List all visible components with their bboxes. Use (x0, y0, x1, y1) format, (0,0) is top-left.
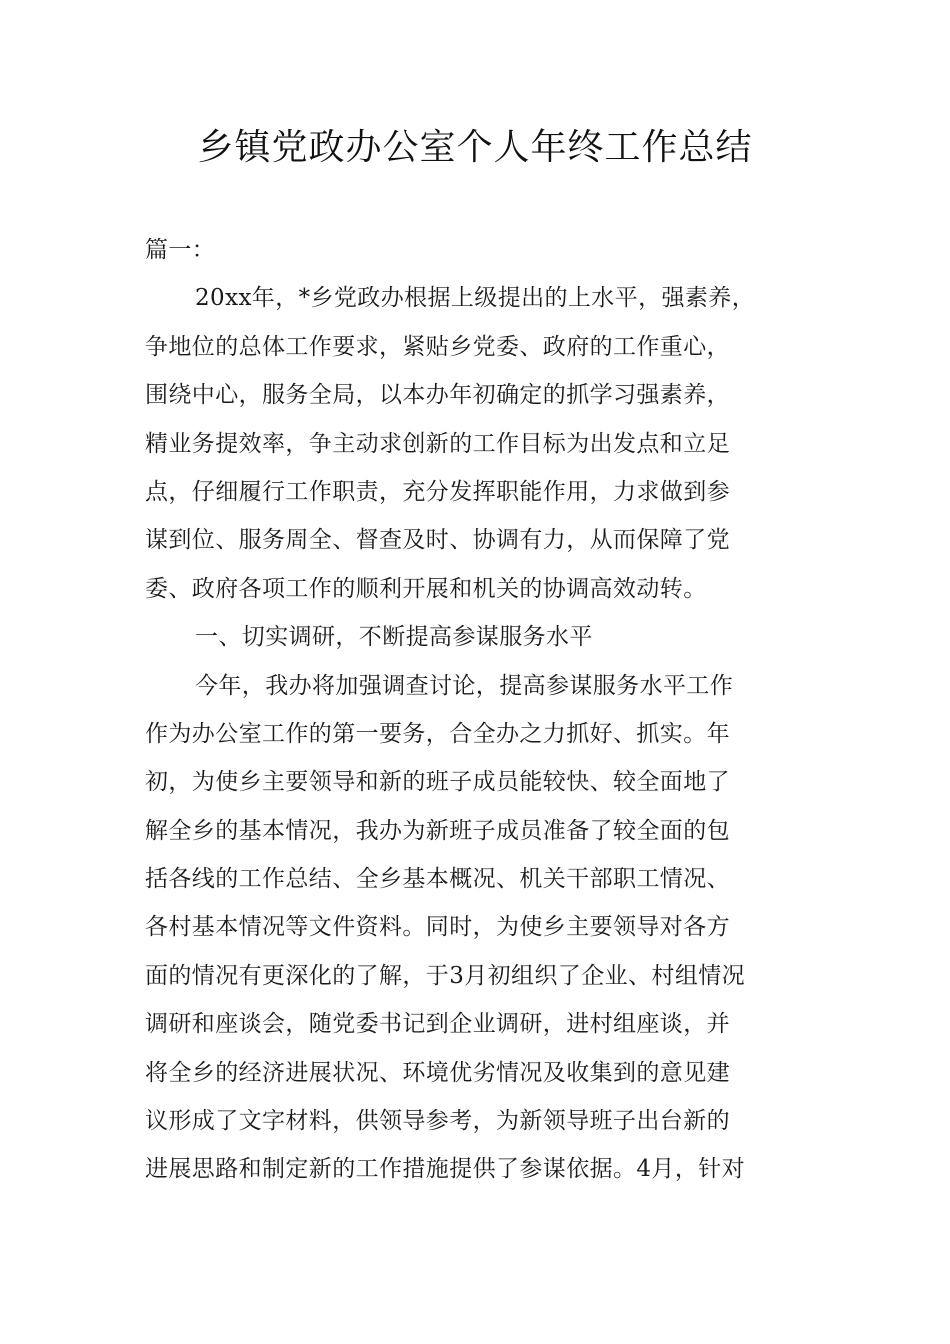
text-line: 委、政府各项工作的顺利开展和机关的协调高效动转。 (145, 575, 707, 602)
text-line: 20xx年，*乡党政办根据上级提出的上水平，强素养， (195, 285, 756, 312)
text-line: 谋到位、服务周全、督查及时、协调有力，从而保障了党 (145, 527, 730, 554)
document-title: 乡镇党政办公室个人年终工作总结 (197, 127, 753, 168)
text-line: 今年，我办将加强调查讨论，提高参谋服务水平工作 (195, 672, 734, 699)
text-line: 作为办公室工作的第一要务，合全办之力抓好、抓实。年 (145, 720, 730, 747)
text-line: 围绕中心，服务全局，以本办年初确定的抓学习强素养， (145, 382, 730, 409)
text-line: 议形成了文字材料，供领导参考，为新领导班子出台新的 (145, 1108, 730, 1135)
text-line: 篇一： (145, 237, 216, 263)
text-line: 将全乡的经济进展状况、环境优劣情况及收集到的意见建 (145, 1059, 730, 1086)
text-line: 面的情况有更深化的了解，于3月初组织了企业、村组情况 (145, 962, 746, 989)
text-line: 一、切实调研，不断提高参谋服务水平 (195, 624, 593, 651)
text-line: 争地位的总体工作要求，紧贴乡党委、政府的工作重心， (145, 333, 730, 360)
text-line: 各村基本情况等文件资料。同时，为使乡主要领导对各方 (145, 914, 730, 941)
document-body (145, 226, 810, 1194)
text-line: 点，仔细履行工作职责，充分发挥职能作用，力求做到参 (145, 478, 730, 505)
text-line: 初，为使乡主要领导和新的班子成员能较快、较全面地了 (145, 769, 730, 796)
text-line: 解全乡的基本情况，我办为新班子成员准备了较全面的包 (145, 817, 730, 844)
text-line: 进展思路和制定新的工作措施提供了参谋依据。4月，针对 (145, 1156, 746, 1183)
text-line: 括各线的工作总结、全乡基本概况、机关干部职工情况、 (145, 866, 730, 893)
text-line: 调研和座谈会，随党委书记到企业调研，进村组座谈，并 (145, 1011, 730, 1038)
text-line: 精业务提效率，争主动求创新的工作目标为出发点和立足 (145, 430, 730, 457)
